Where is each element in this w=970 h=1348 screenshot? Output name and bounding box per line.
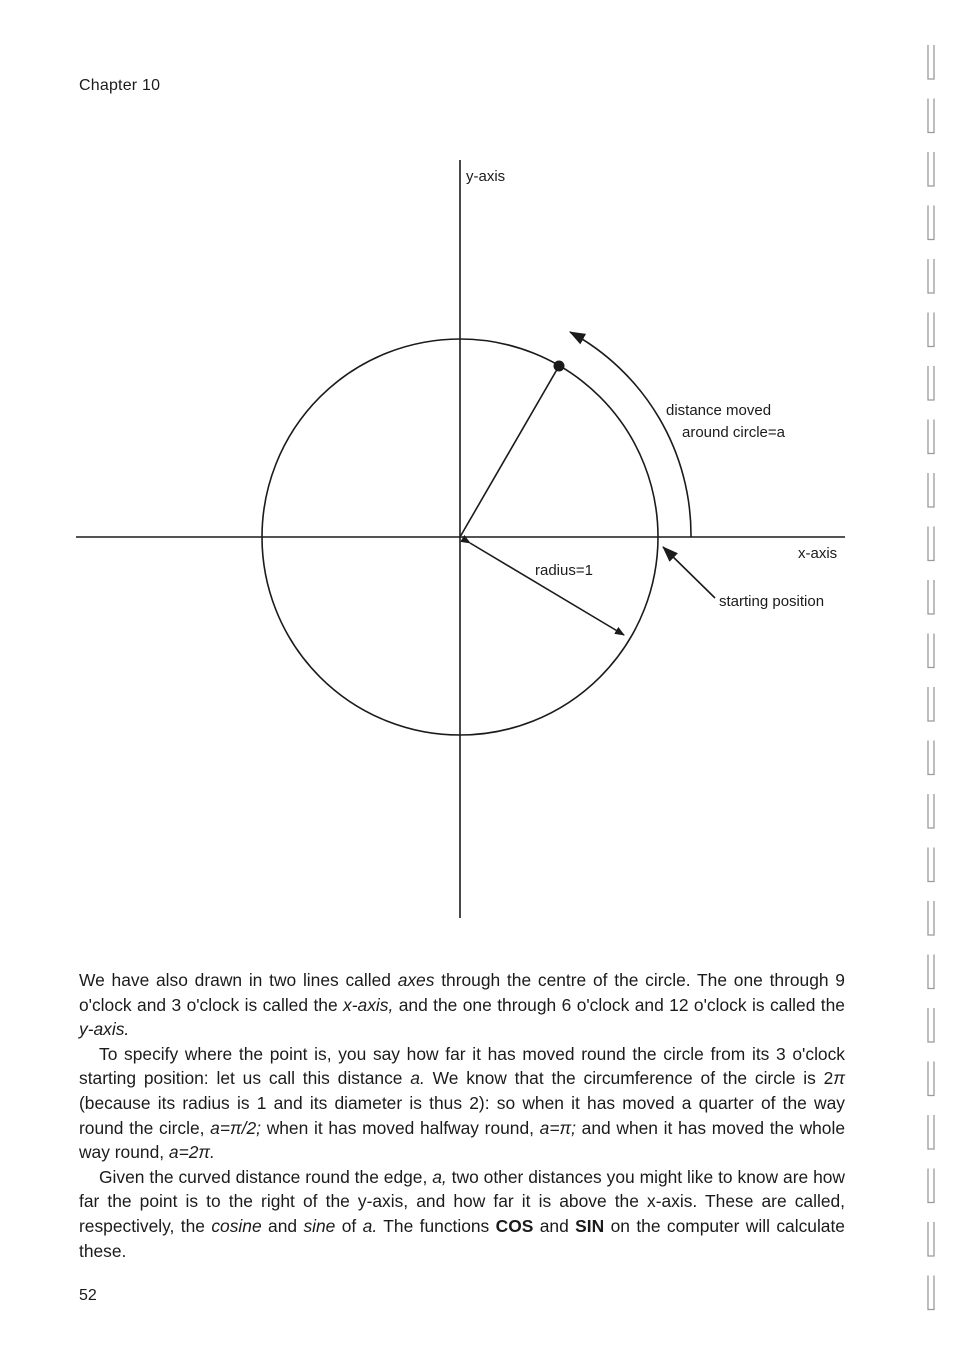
binding-hole (928, 1276, 934, 1310)
italic-run: a. (362, 1215, 378, 1236)
text-run: and (261, 1215, 304, 1236)
text-run: We know that the circumference of the circle is 2 (424, 1068, 834, 1089)
distance-label-line1: distance moved (666, 402, 772, 419)
italic-run: a=π; (539, 1117, 576, 1138)
binding-hole (928, 152, 934, 186)
binding-hole (928, 99, 934, 133)
moving-point (554, 361, 565, 372)
bold-run: SIN (575, 1215, 605, 1236)
italic-run: a, (432, 1166, 447, 1187)
italic-run: axes (397, 970, 435, 990)
distance-label-line2: around circle=a (682, 424, 785, 441)
binding-hole (928, 848, 934, 882)
starting-position-label: starting position (719, 593, 825, 610)
text-run: through the centre of the circle. The one through 9 o'clock and 3 o'clock is called the (79, 970, 845, 1015)
page-number: 52 (79, 1287, 97, 1304)
radius-label: radius=1 (535, 562, 593, 579)
italic-run: a=2π. (168, 1142, 215, 1163)
binding-hole (928, 634, 934, 668)
binding-hole (928, 420, 934, 454)
binding-hole (928, 1222, 934, 1256)
binding-hole (928, 955, 934, 989)
chapter-heading: Chapter 10 (79, 77, 161, 94)
x-axis-label: x-axis (798, 545, 838, 562)
binding-hole (928, 1062, 934, 1096)
binding-hole (928, 901, 934, 935)
spiral-binding (900, 0, 960, 1348)
paragraph-axes (79, 968, 845, 1042)
text-run: and (533, 1215, 576, 1236)
text-run: (because its radius is 1 and its diameter is thus 2): so when it has moved a quarter of the way round the circle, (79, 1092, 845, 1138)
text-run: on the computer will calculate these. (79, 1215, 845, 1261)
italic-run: y-axis. (79, 1019, 130, 1040)
binding-hole (928, 580, 934, 614)
binding-hole (928, 473, 934, 507)
text-run: The functions (377, 1215, 496, 1236)
starting-position-pointer (663, 547, 715, 598)
binding-hole (928, 45, 934, 79)
text-run: and the one through 6 o'clock and 12 o'clock is called the (393, 994, 845, 1015)
text-run: We have also drawn in two lines called (79, 970, 398, 990)
binding-hole (928, 527, 934, 561)
body-text (79, 968, 845, 1263)
binding-hole (928, 1115, 934, 1149)
paragraph-distance (79, 1042, 845, 1165)
y-axis-label: y-axis (466, 168, 506, 185)
distance-arc-arrow (570, 332, 691, 537)
text-run: two other distances you might like to know are how far the point is to the right of the y-axis, and how far it is above the x-axis. These are called, respectively, the (79, 1166, 845, 1236)
binding-hole (928, 366, 934, 400)
italic-run: sine (303, 1215, 336, 1236)
binding-hole (928, 206, 934, 240)
binding-hole (928, 313, 934, 347)
binding-hole (928, 259, 934, 293)
italic-run: x-axis, (343, 994, 394, 1015)
radius-to-point (460, 366, 559, 537)
italic-run: a=π/2; (210, 1117, 261, 1138)
bold-run: COS (495, 1215, 534, 1236)
text-run: of (335, 1215, 363, 1236)
binding-hole (928, 794, 934, 828)
text-run: To specify where the point is, you say how far it has moved round the circle from its 3 o'clock starting position: let us call this distance (79, 1043, 845, 1089)
binding-hole (928, 1008, 934, 1042)
italic-run: cosine (211, 1215, 262, 1236)
text-run: Given the curved distance round the edge, (99, 1166, 433, 1187)
radius-one-arrow (470, 543, 624, 635)
binding-hole (928, 1169, 934, 1203)
binding-hole (928, 741, 934, 775)
binding-hole (928, 687, 934, 721)
italic-run: a. (410, 1068, 425, 1089)
paragraph-cos-sin (79, 1165, 845, 1263)
text-run: and when it has moved the whole way round, (79, 1117, 846, 1163)
italic-run: π (833, 1068, 845, 1089)
text-run: when it has moved halfway round, (261, 1117, 540, 1138)
